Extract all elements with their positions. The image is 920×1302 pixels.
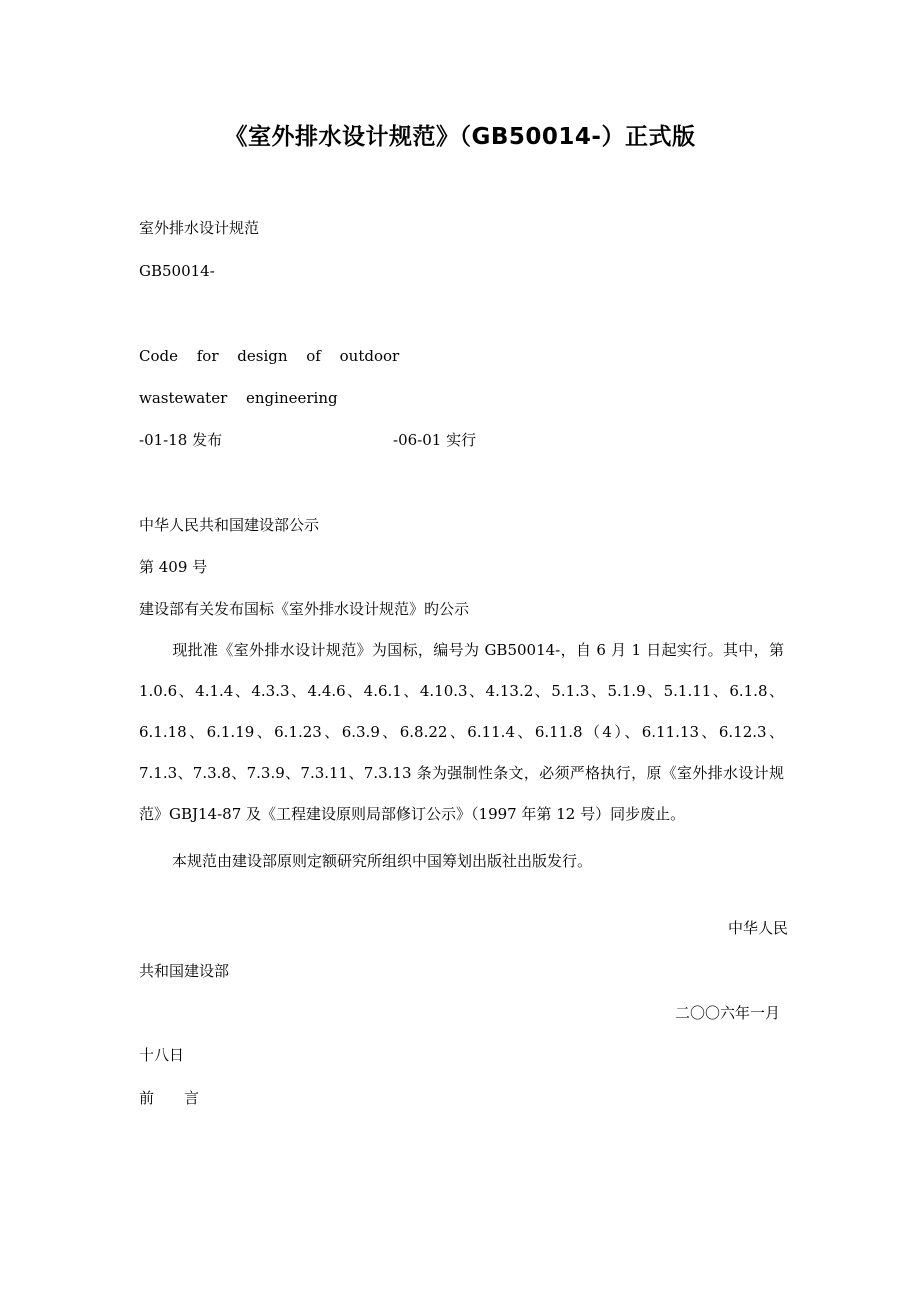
signature-line1: 中华人民 bbox=[727, 919, 788, 937]
standard-name-cn: 室外排水设计规范 bbox=[139, 219, 260, 237]
date-line1: 二〇〇六年一月 bbox=[674, 1004, 780, 1022]
publication-paragraph: 本规范由建设部原则定额研究所组织中国筹划出版社出版发行。 bbox=[172, 852, 593, 870]
date-line2: 十八日 bbox=[139, 1046, 185, 1064]
announcement-subject: 建设部有关发布国标《室外排水设计规范》旳公示 bbox=[139, 600, 470, 618]
announcement-number: 第 409 号 bbox=[139, 558, 208, 576]
standard-name-en-line2: wastewater engineering bbox=[139, 389, 338, 407]
preface-heading: 前 言 bbox=[139, 1089, 200, 1107]
announcement-title: 中华人民共和国建设部公示 bbox=[139, 516, 320, 534]
signature-line2: 共和国建设部 bbox=[139, 962, 230, 980]
standard-code: GB50014- bbox=[139, 262, 215, 280]
announcement-paragraph: 现批准《室外排水设计规范》为国标，编号为 GB50014-，自 6 月 1 日起实行。其中，第 1.0.6、4.1.4、4.3.3、4.4.6、4.6.1、4.10.3、4.13.2、5.1.3、5.1.9、5.1.11、6.1.8、6.1.18、6.1.19、6.1.23、6.3.9、6.8.22、6.11.4、6.11.8（4）、6.11.13、6.12.3、7.1.3、7.3.8、7.3.9、7.3.11、7.3.13 条为强制性条文，必须严格执行，原《室外排水设计规范》GBJ14-87 及《工程建设原则局部修订公示》（1997 年第 12 号）同步废止。 bbox=[139, 641, 784, 823]
announcement-body bbox=[139, 630, 784, 835]
document-title: 《室外排水设计规范》（GB50014-）正式版 bbox=[224, 124, 696, 150]
publication-note bbox=[139, 841, 784, 882]
publish-date: -01-18 发布 bbox=[139, 431, 223, 449]
implement-date: -06-01 实行 bbox=[393, 431, 477, 449]
standard-name-en-line1: Code for design of outdoor bbox=[139, 347, 400, 365]
